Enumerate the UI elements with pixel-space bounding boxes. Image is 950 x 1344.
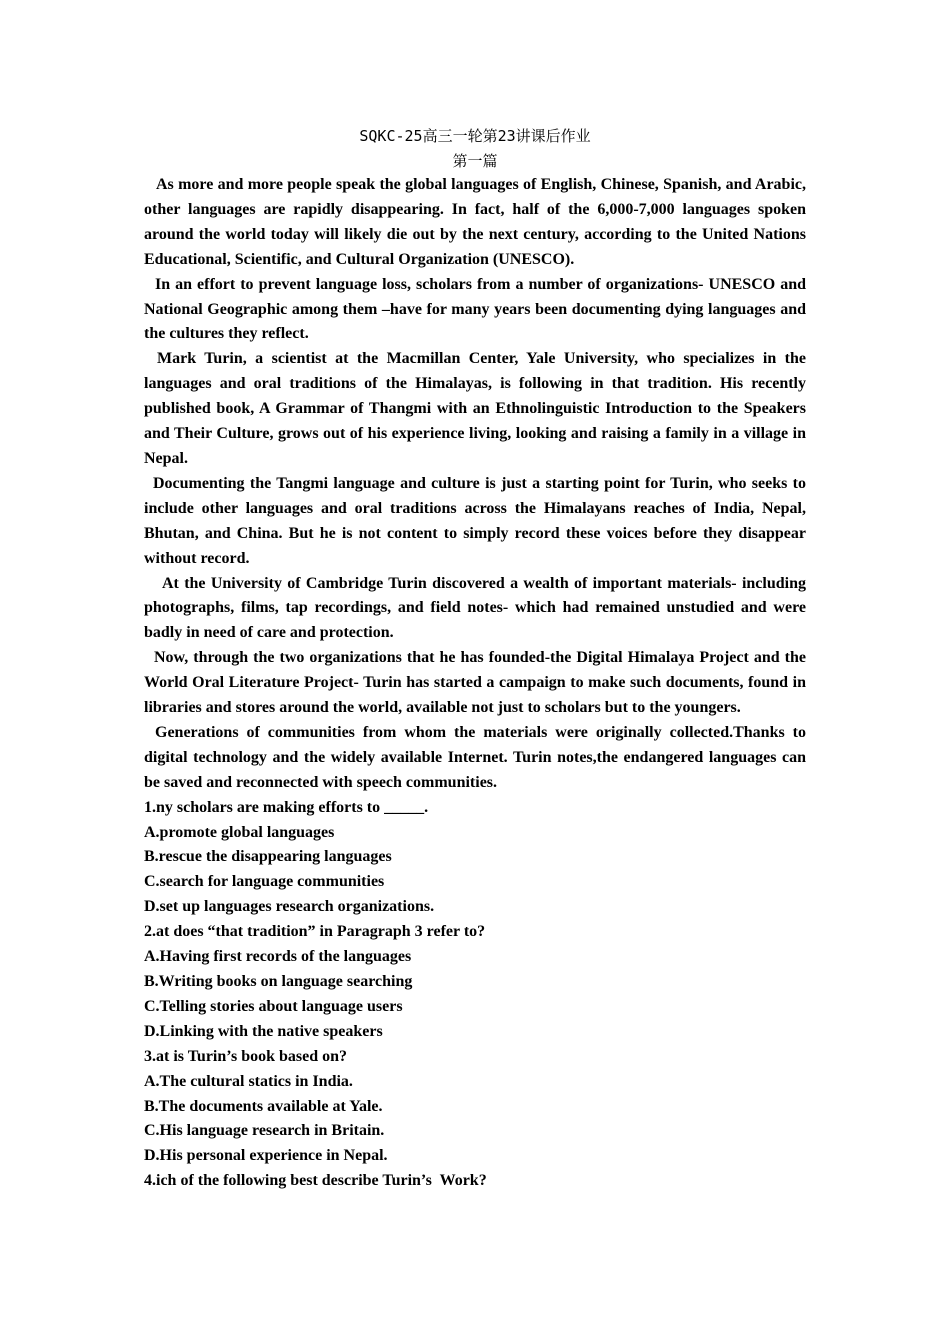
paragraph-text: In an effort to prevent language loss, scholars from a number of organizations- UNESCO and National Geographic among them –have for many years been documenting dying languages and the cultures they reflect. bbox=[144, 275, 806, 343]
answer-option: A.promote global languages bbox=[144, 823, 335, 841]
question-stem: 2.at does “that tradition” in Paragraph 3 refer to? bbox=[144, 923, 486, 941]
answer-option: C.Telling stories about language users bbox=[144, 997, 403, 1015]
question-stem: 4.ich of the following best describe Turin’s Work? bbox=[144, 1172, 487, 1190]
answer-option: D.His personal experience in Nepal. bbox=[144, 1147, 388, 1165]
answer-option: A.Having first records of the languages bbox=[144, 948, 412, 966]
answer-option: B.Writing books on language searching bbox=[144, 973, 413, 990]
document-title: SQKC-25高三一轮第23讲课后作业 bbox=[359, 127, 591, 145]
paragraph-text: Now, through the two organizations that he has founded-the Digital Himalaya Project and the World Oral Literature Project- Turin has started a campaign to make such documents, found in libraries and stores around the world, available not just to scholars but to the youngers. bbox=[144, 649, 806, 717]
answer-option: C.His language research in Britain. bbox=[144, 1122, 385, 1140]
paragraph-text: Mark Turin, a scientist at the Macmillan Center, Yale University, who specializes in the languages and oral traditions of the Himalayas, is following in that tradition. His recently published book, A Grammar of Thangmi with an Ethnolinguistic Introduction to the Speakers and Their Culture, grows out of his experience living, looking and raising a family in a village in Nepal. bbox=[144, 350, 806, 467]
document-page bbox=[144, 124, 806, 1194]
answer-option: B.rescue the disappearing languages bbox=[144, 848, 392, 866]
paragraph-text: Documenting the Tangmi language and culture is just a starting point for Turin, who seeks to include other languages and oral traditions across the Himalayans reaches of India, Nepal, Bhutan, and China. But he is not content to simply record these voices before they disappear without record. bbox=[144, 474, 806, 567]
question-stem: 3.at is Turin’s book based on? bbox=[144, 1047, 348, 1065]
answer-option: D.set up languages research organizations. bbox=[144, 898, 435, 916]
section-heading: 第一篇 bbox=[452, 152, 498, 170]
answer-option: C.search for language communities bbox=[144, 873, 385, 891]
answer-option: A.The cultural statics in India. bbox=[144, 1072, 353, 1090]
passage-paragraph bbox=[144, 572, 806, 647]
passage-paragraph bbox=[144, 173, 806, 273]
passage-paragraph bbox=[144, 273, 806, 348]
paragraph-text: At the University of Cambridge Turin discovered a wealth of important materials- including photographs, films, tap recordings, and field notes- which had remained unstudied and were badly in need of care and protection. bbox=[144, 574, 806, 642]
paragraph-text: As more and more people speak the global languages of English, Chinese, Spanish, and Arabic, other languages are rapidly disappearing. In fact, half of the 6,000-7,000 languages spoken around the world today will likely die out by the next century, according to the United Nations Educational, Scientific, and Cultural Organization (UNESCO). bbox=[144, 176, 806, 268]
answer-option: D.Linking with the native speakers bbox=[144, 1022, 383, 1040]
question-stem: 1.ny scholars are making efforts to _____. bbox=[144, 798, 429, 816]
passage-paragraph bbox=[144, 347, 806, 472]
answer-option: B.The documents available at Yale. bbox=[144, 1097, 383, 1115]
passage-paragraph bbox=[144, 646, 806, 721]
paragraph-text: Generations of communities from whom the materials were originally collected.Thanks to digital technology and the widely available Internet. Turin notes,the endangered languages can be saved and reconnected with speech communities. bbox=[144, 723, 806, 791]
passage-paragraph bbox=[144, 721, 806, 796]
passage-paragraph bbox=[144, 472, 806, 572]
